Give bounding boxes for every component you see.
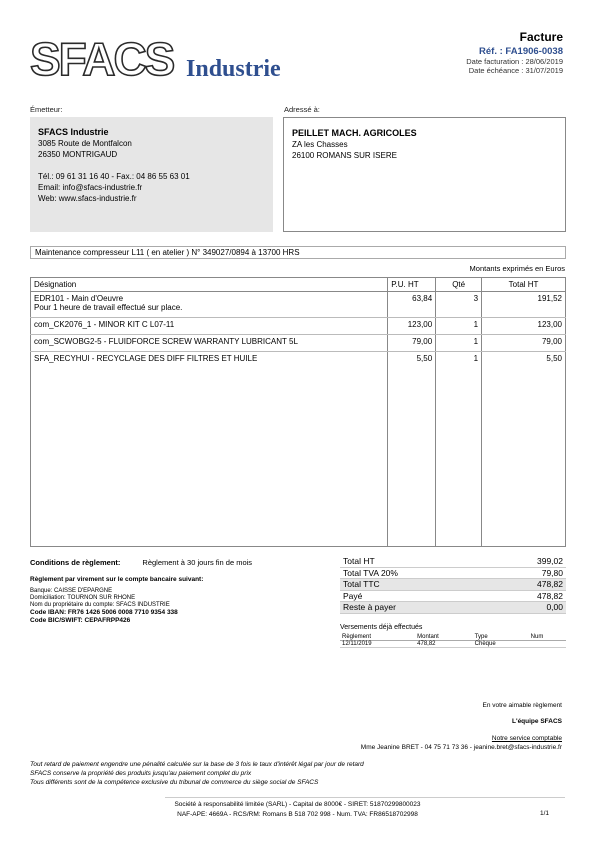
total-label: Total TVA 20%: [343, 567, 398, 578]
legal-notes: [30, 760, 364, 787]
conditions-value: Règlement à 30 jours fin de mois: [142, 558, 253, 567]
footer: [0, 800, 595, 820]
destinataire-label: Adressé à:: [284, 105, 320, 114]
table-row: [31, 352, 566, 547]
total-value: 399,02: [537, 556, 563, 566]
payment-num: [529, 641, 566, 648]
total-tva-row: [340, 568, 566, 580]
table-row: [31, 335, 566, 352]
item-name: EDR101 - Main d'Oeuvre: [34, 294, 124, 303]
row-designation: [31, 292, 388, 318]
payment-conditions: [30, 558, 252, 625]
virement-title: Règlement par virement sur le compte bancaire suivant:: [30, 576, 204, 583]
payments-col-header: Règlement: [340, 634, 415, 641]
emetteur-box: [30, 117, 273, 232]
row-qty: 1: [436, 318, 482, 335]
page-number: 1/1: [539, 810, 549, 817]
footer-registration-info: NAF-APE: 4669A - RCS/RM: Romans B 518 702 998 - Num. TVA: FR86518702998: [177, 811, 418, 818]
total-label: Total TTC: [343, 579, 380, 589]
invoice-ref: Réf. : FA1906-0038: [479, 46, 563, 57]
col-header-qty: Qté: [436, 278, 482, 292]
total-label: Reste à payer: [343, 602, 396, 612]
table-row: [31, 292, 566, 318]
row-designation: [31, 318, 388, 335]
logo-sub-text: Industrie: [186, 56, 281, 82]
item-name: com_SCWOBG2-5 - FLUIDFORCE SCREW WARRANTY LUBRICANT 5L: [34, 337, 298, 346]
row-qty: 1: [436, 335, 482, 352]
destinataire-box: [283, 117, 566, 232]
item-name: com_CK2076_1 - MINOR KIT C L07-11: [34, 320, 175, 329]
row-qty: 3: [436, 292, 482, 318]
row-pu: 63,84: [388, 292, 436, 318]
emetteur-name: SFACS Industrie: [38, 127, 109, 137]
emetteur-address2: 26350 MONTRIGAUD: [38, 150, 118, 159]
payments-made: [340, 624, 566, 648]
row-qty: 1: [436, 352, 482, 547]
row-designation: [31, 352, 388, 547]
col-header-pu: P.U. HT: [388, 278, 436, 292]
footer-divider: [165, 797, 565, 798]
destinataire-address1: ZA les Chasses: [292, 140, 348, 149]
payment-date: 12/11/2019: [340, 641, 415, 648]
row-pu: 79,00: [388, 335, 436, 352]
item-detail: Pour 1 heure de travail effectué sur place.: [34, 303, 183, 312]
row-total: 191,52: [482, 292, 566, 318]
bank-iban: Code IBAN: FR76 1426 5006 0008 7710 9354 338: [30, 609, 178, 616]
row-total: 79,00: [482, 335, 566, 352]
invoice-header: [466, 30, 563, 75]
invoice-title: Facture: [519, 30, 563, 44]
payments-col-header: Type: [473, 634, 529, 641]
payments-table: [340, 634, 566, 648]
bank-owner: Nom du propriétaire du compte: SFACS INDUSTRIE: [30, 602, 170, 608]
destinataire-name: PEILLET MACH. AGRICOLES: [292, 128, 417, 138]
logo-main-text: SFACS: [30, 33, 174, 85]
footer-company-info: Société à responsabilité limitée (SARL) - Capital de 8000€ - SIRET: 51870299800023: [174, 801, 421, 808]
payments-col-header: Montant: [415, 634, 472, 641]
table-header-row: [31, 278, 566, 292]
team-signature: L'équipe SFACS: [512, 718, 562, 725]
row-pu: 5,50: [388, 352, 436, 547]
payments-row: [340, 641, 566, 648]
total-value: 478,82: [537, 590, 563, 601]
emetteur-tel: Tél.: 09 61 31 16 40 - Fax.: 04 86 55 63 01: [38, 172, 190, 181]
payment-type: Chèque: [473, 641, 529, 648]
total-value: 0,00: [546, 602, 563, 612]
row-total: 5,50: [482, 352, 566, 547]
total-label: Payé: [343, 590, 363, 601]
row-total: 123,00: [482, 318, 566, 335]
col-header-total: Total HT: [482, 278, 566, 292]
paid-row: [340, 591, 566, 603]
payments-title: Versements déjà effectués: [340, 624, 423, 631]
emetteur-email: Email: info@sfacs-industrie.fr: [38, 183, 143, 192]
destinataire-address2: 26100 ROMANS SUR ISERE: [292, 151, 397, 160]
total-value: 79,80: [541, 567, 563, 578]
legal-note: Tous différents sont de la compétence exclusive du tribunal de commerce du siège social de SFACS: [30, 779, 319, 786]
payments-col-header: Num: [529, 634, 566, 641]
emetteur-web: Web: www.sfacs-industrie.fr: [38, 194, 137, 203]
bank-bic: Code BIC/SWIFT: CEPAFRPP426: [30, 617, 131, 624]
emetteur-label: Émetteur:: [30, 105, 63, 114]
payment-amount: 478,82: [415, 641, 472, 648]
totals-block: [340, 556, 566, 614]
accounting-contact: Mme Jeanine BRET - 04 75 71 73 36 - jeanine.bret@sfacs-industrie.fr: [360, 744, 562, 751]
emetteur-address1: 3085 Route de Montfalcon: [38, 139, 132, 148]
total-ttc-row: [340, 579, 566, 591]
invoice-date: Date facturation : 28/06/2019: [466, 57, 563, 66]
company-logo: [30, 34, 320, 84]
accounting-service: Notre service comptable: [491, 735, 562, 742]
item-name: SFA_RECYHUI - RECYCLAGE DES DIFF FILTRES ET HUILE: [34, 354, 258, 363]
conditions-label: Conditions de règlement:: [30, 558, 121, 567]
row-designation: [31, 335, 388, 352]
bank-domiciliation: Domiciliation: TOURNON SUR RHONE: [30, 595, 136, 601]
invoice-subject: Maintenance compresseur L11 ( en atelier ) N° 349027/0894 à 13700 HRS: [30, 246, 566, 259]
table-row: [31, 318, 566, 335]
legal-note: SFACS conserve la propriété des produits jusqu'au paiement complet du prix: [30, 770, 252, 777]
items-table: [30, 277, 566, 547]
total-label: Total HT: [343, 556, 375, 566]
total-value: 478,82: [537, 579, 563, 589]
row-pu: 123,00: [388, 318, 436, 335]
col-header-designation: Désignation: [31, 278, 388, 292]
remaining-row: [340, 602, 566, 614]
currency-note: Montants exprimés en Euros: [469, 264, 565, 273]
due-date: Date échéance : 31/07/2019: [468, 66, 563, 75]
legal-note: Tout retard de paiement engendre une pénalité calculée sur la base de 3 fois le taux d'intérêt légal par jour de retard: [30, 761, 364, 768]
total-ht-row: [340, 556, 566, 568]
salutation: En votre aimable règlement: [482, 702, 562, 709]
bank-name: Banque: CAISSE D'EPARGNE: [30, 588, 113, 594]
